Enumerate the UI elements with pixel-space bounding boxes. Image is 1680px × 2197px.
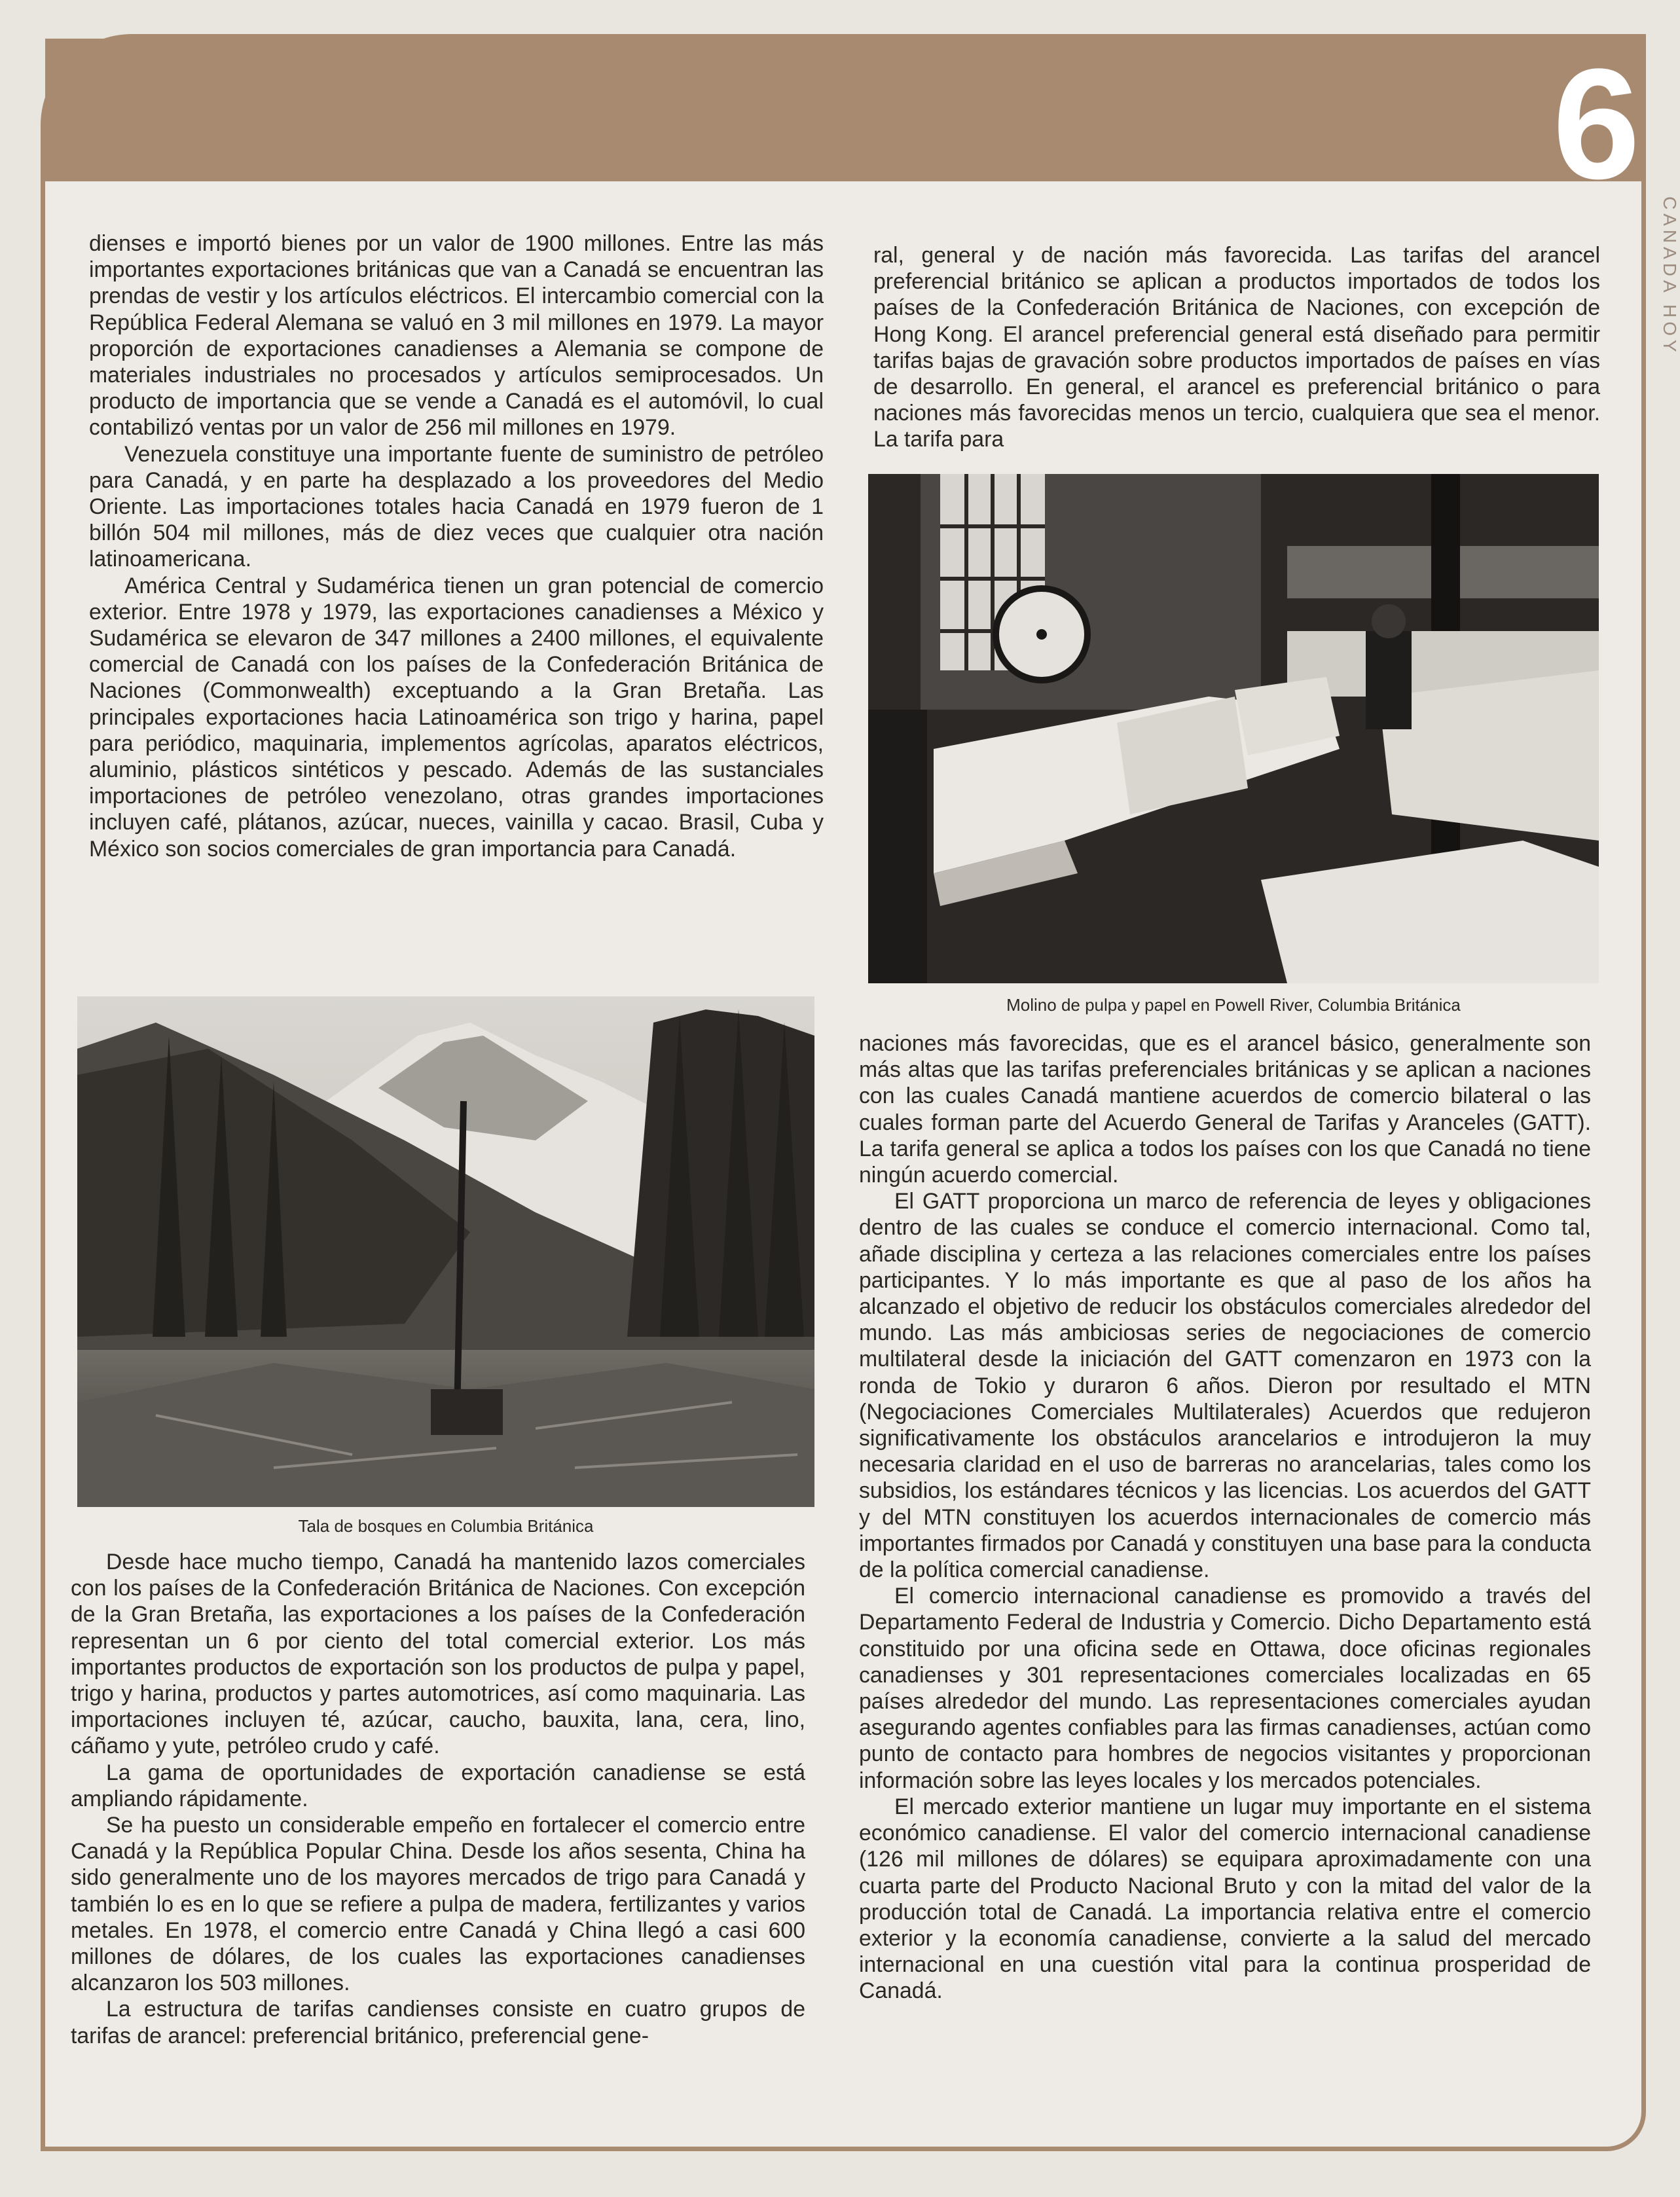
side-label: CANADA HOY (1660, 196, 1680, 356)
paragraph: Venezuela constituye una importante fuente de suministro de petróleo para Canadá, y en parte ha desplazado a los proveedores del Medio Oriente. Las importaciones totales hacia Canadá en 1979 fueron de 1 billón 504 mil millones, más de diez veces que cualquier otra nación latinoamericana. (89, 441, 824, 572)
header-band (45, 36, 1641, 211)
paragraph: El GATT proporciona un marco de referencia de leyes y obligaciones dentro de las cuales se conduce el comercio internacional. Como tal, añade disciplina y certeza a las relaciones comerciales entre los países participantes. Y lo más importante es que al paso de los años ha alcanzado el objetivo de reducir los obstáculos comerciales alrededor del mundo. Las más ambiciosas series de negociaciones de comercio multilateral desde la iniciación del GATT comenzaron en 1973 con la ronda de Tokio y duraron 6 años. Dieron por resultado el MTN (Negociaciones Comerciales Multilaterales) Acuerdos que redujeron significativamente los obstáculos arancelarios e introdujeron la muy necesaria claridad en el uso de barreras no arancelarias, tales como los subsidios, los estándares técnicos y las licencias. Los acuerdos del GATT y del MTN constituyen los acuerdos internacionales de comercio más importantes firmados por Canadá y constituyen una base para la conducta de la política comercial canadiense. (859, 1189, 1591, 1583)
photo-paper-mill (868, 474, 1599, 983)
right-column-bottom (859, 1030, 1591, 2005)
page-number: 6 (1552, 36, 1636, 211)
paragraph: La estructura de tarifas candienses consiste en cuatro grupos de tarifas de arancel: preferencial británico, preferencial gene- (71, 1997, 805, 2048)
paragraph: El comercio internacional canadiense es promovido a través del Departamento Federal de Industria y Comercio. Dicho Departamento está constituido por una oficina sede en Ottawa, doce oficinas regionales canadienses y 301 representaciones comerciales localizadas en 65 países alrededor del mundo. Las representaciones comerciales ayudan asegurando agentes confiables para las firmas canadienses, actúan como punto de contacto para hombres de negocios visitantes y proporcionan información sobre las leyes locales y los mercados potenciales. (859, 1584, 1591, 1793)
paragraph: América Central y Sudamérica tienen un gran potencial de comercio exterior. Entre 1978 y 1979, las exportaciones canadienses a México y Sudamérica se elevaron de 347 millones a 2400 millones, el equivalente comercial de Canadá con los países de la Confederación Británica de Naciones (Commonwealth) exceptuando a la Gran Bretaña. Las principales exportaciones hacia Latinoamérica son trigo y harina, papel para periódico, maquinaria, implementos agrícolas, aparatos eléctricos, aluminio, plásticos sintéticos y pescado. Además de las sustanciales importaciones de petróleo venezolano, otras grandes importaciones incluyen café, plátanos, azúcar, nueces, vainilla y cacao. Brasil, Cuba y México son socios comerciales de gran importancia para Canadá. (89, 573, 824, 862)
photo-forest-logging (77, 996, 814, 1507)
right-column-top (873, 242, 1600, 453)
paragraph: ral, general y de nación más favorecida. Las tarifas del arancel preferencial británico se aplican a productos importados de todos los países de la Confederación Británica de Naciones, con excepción de Hong Kong. El arancel preferencial general está diseñado para permitir tarifas bajas de gravación sobre productos importados de países en vías de desarrollo. En general, el arancel es preferencial británico o para naciones más favorecidas menos un tercio, cualquiera que sea el menor. La tarifa para (873, 243, 1600, 452)
paragraph: dienses e importó bienes por un valor de 1900 millones. Entre las más importantes exportaciones británicas que van a Canadá se encuentran las prendas de vestir y los artículos eléctricos. El intercambio comercial con la República Federal Alemana se valuó en 3 mil millones en 1979. La mayor proporción de exportaciones canadienses a Alemania se compone de materiales industriales no procesados y artículos semiprocesados. Un producto de importancia que se vende a Canadá es el automóvil, lo cual contabilizó ventas por un valor de 256 mil millones en 1979. (89, 231, 824, 441)
paragraph: Desde hace mucho tiempo, Canadá ha mantenido lazos comerciales con los países de la Confederación Británica de Naciones. Con excepción de la Gran Bretaña, las exportaciones a los países de la Confederación representan un 6 por ciento del total comercial exterior. Los más importantes productos de exportación son los productos de pulpa y papel, trigo y harina, productos y partes automotrices, así como maquinaria. Las importaciones incluyen té, azúcar, caucho, bauxita, lana, cera, lino, cáñamo y yute, petróleo crudo y café. (71, 1550, 805, 1759)
paragraph: La gama de oportunidades de exportación canadiense se está ampliando rápidamente. (71, 1760, 805, 1811)
paragraph: Se ha puesto un considerable empeño en fortalecer el comercio entre Canadá y la República Popular China. Desde los años sesenta, China ha sido generalmente uno de los mayores mercados de trigo para Canadá y también lo es en lo que se refiere a pulpa de madera, fertilizantes y varios metales. En 1978, el comercio entre Canadá y China llegó a casi 600 millones de dólares, de los cuales las exportaciones canadienses alcanzaron los 503 millones. (71, 1813, 805, 1996)
photo-right-caption: Molino de pulpa y papel en Powell River, Columbia Británica (1006, 995, 1461, 1015)
left-column-bottom (71, 1549, 805, 2049)
forest-image (77, 996, 814, 1507)
left-column-top (89, 230, 824, 862)
paragraph: El mercado exterior mantiene un lugar muy importante en el sistema económico canadiense. El valor del comercio internacional canadiense (126 mil millones de dólares) se equipara aproximadamente con una cuarta parte del Producto Nacional Bruto y con la mitad del valor de la producción total de Canadá. La importancia relativa entre el comercio exterior y la economía canadiense, convierte a la salud del mercado internacional en una cuestión vital para la continua prosperidad de Canadá. (859, 1794, 1591, 2004)
photo-left-caption: Tala de bosques en Columbia Británica (298, 1516, 594, 1536)
mill-image (868, 474, 1599, 983)
paragraph: naciones más favorecidas, que es el arancel básico, generalmente son más altas que las tarifas preferenciales británicas y se aplican a naciones con las cuales Canadá mantiene acuerdos de comercio bilateral o las cuales forman parte del Acuerdo General de Tarifas y Aranceles (GATT). La tarifa general se aplica a todos los países con los que Canadá no tiene ningún acuerdo comercial. (859, 1031, 1591, 1188)
